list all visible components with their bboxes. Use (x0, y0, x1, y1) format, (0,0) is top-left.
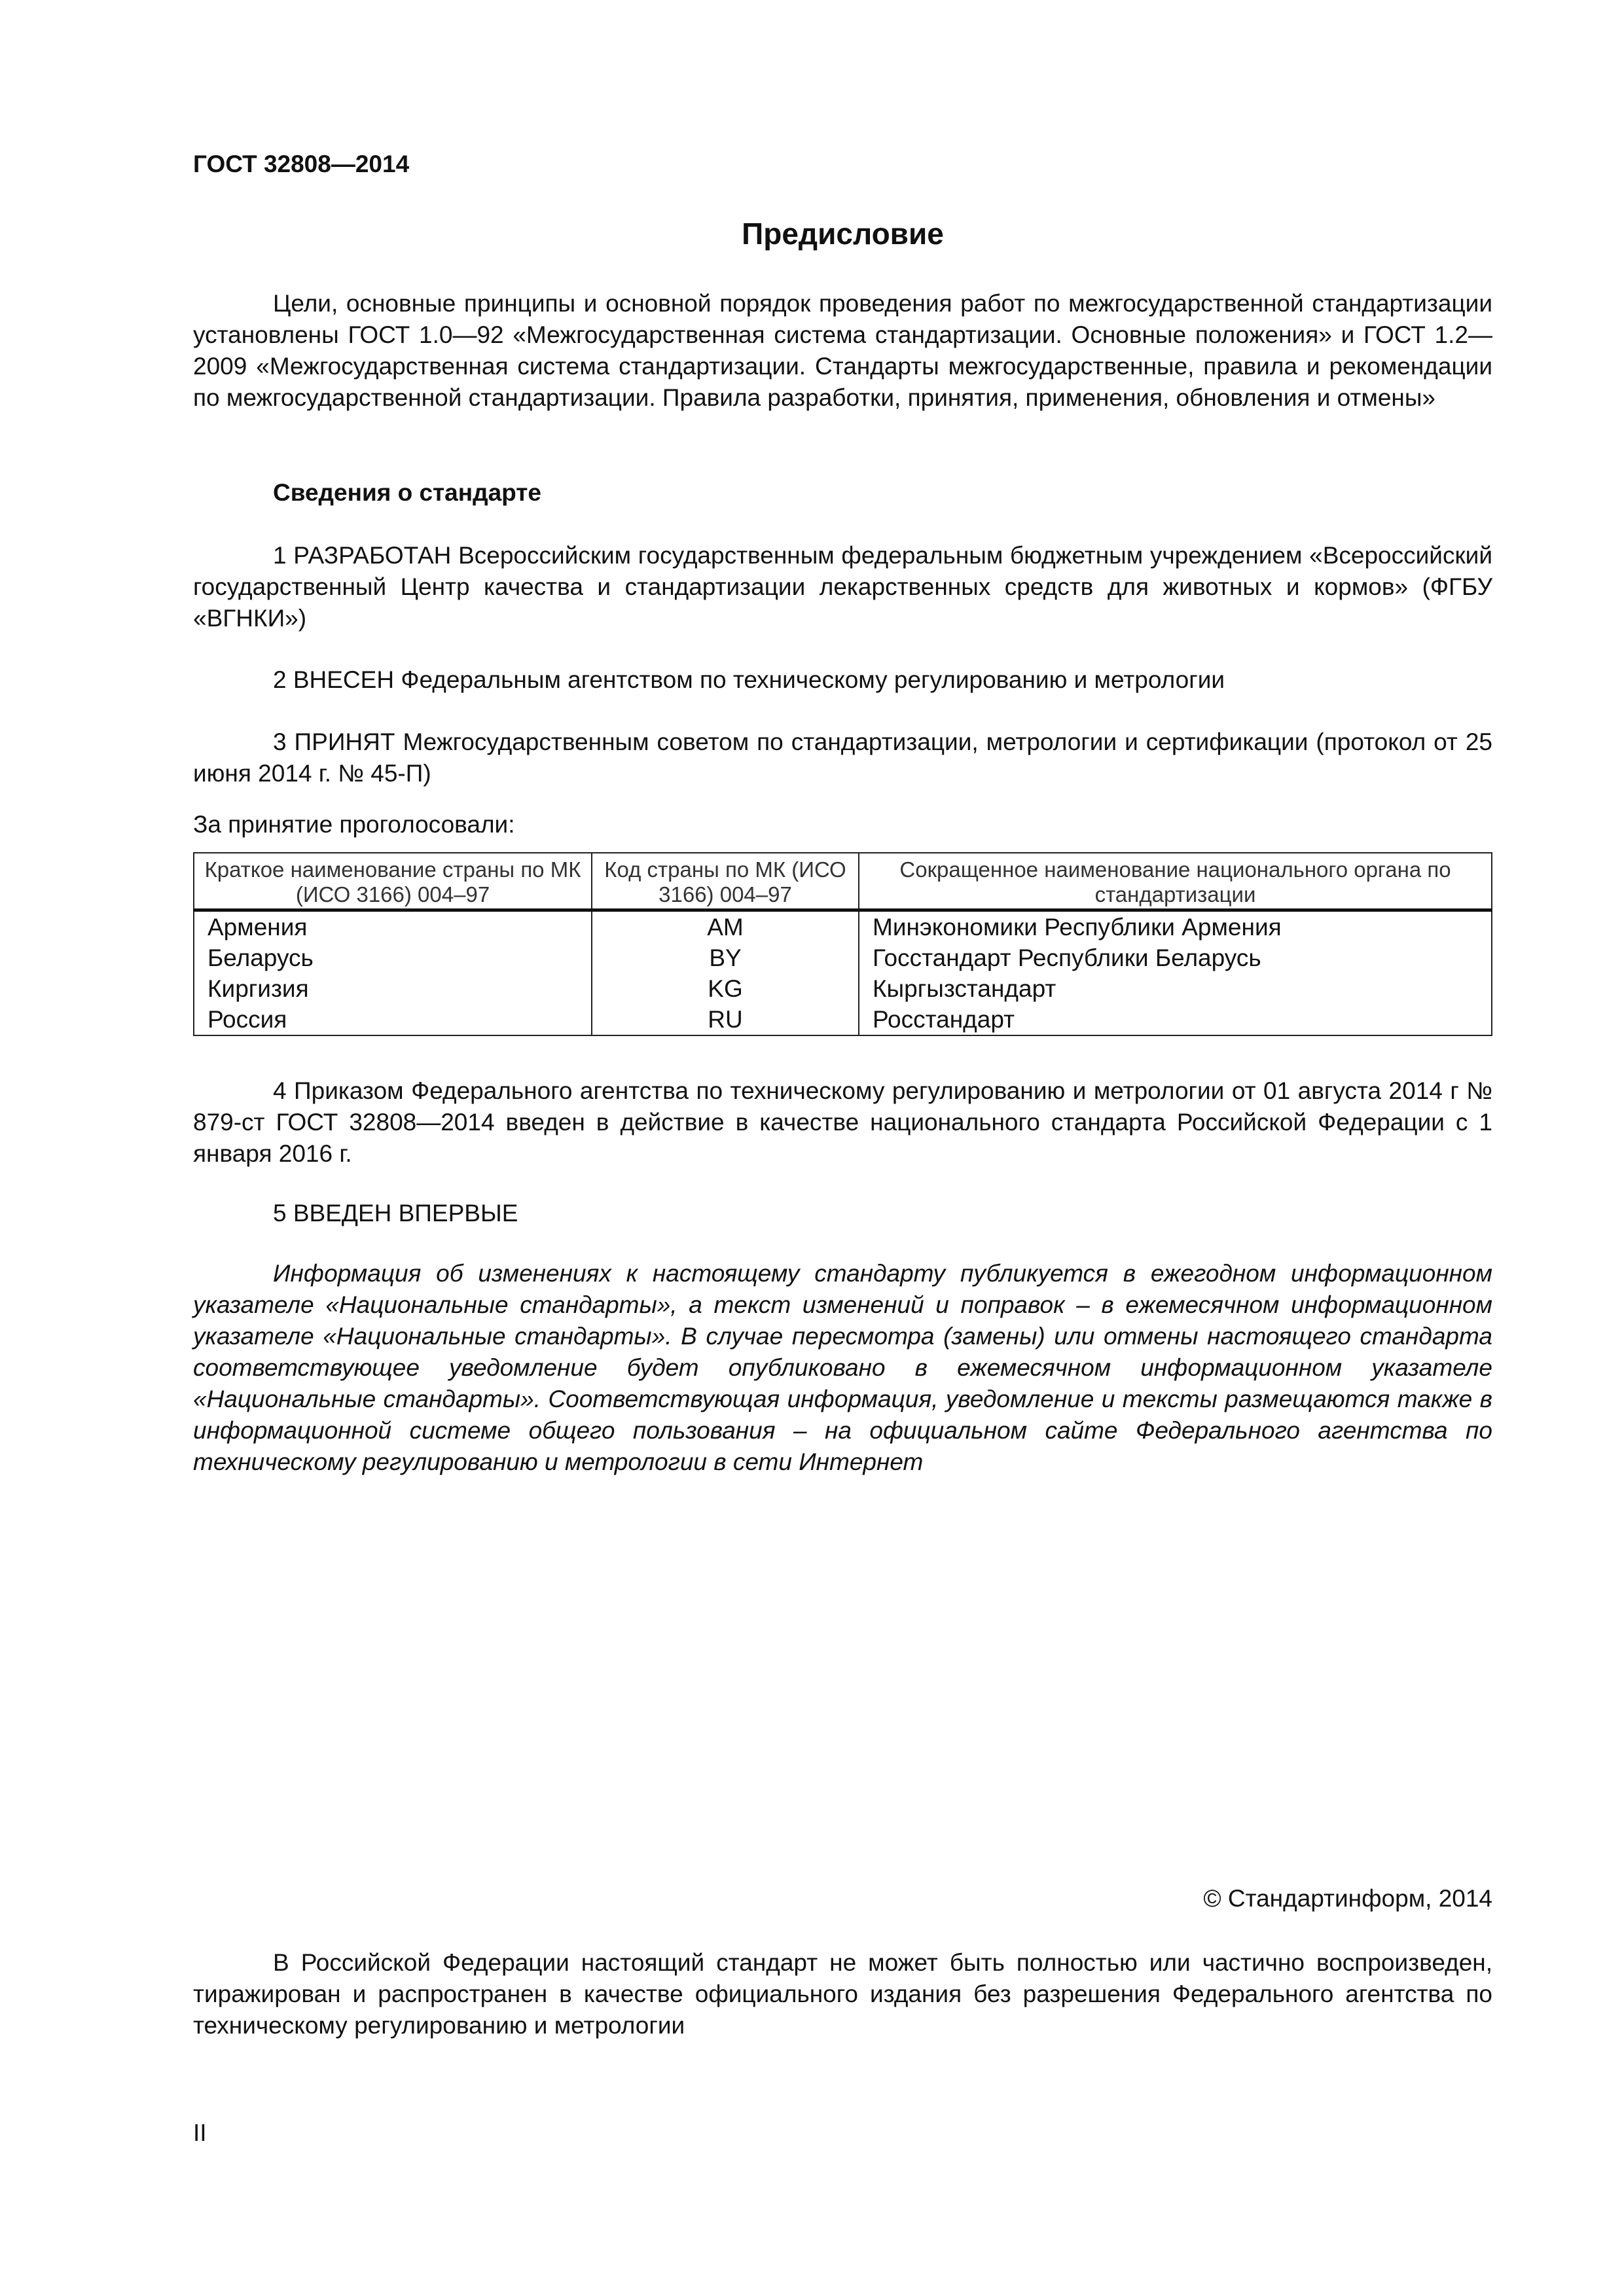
first-introduced: 5 ВВЕДЕН ВПЕРВЫЕ (273, 1200, 518, 1227)
country-code: AM (592, 910, 859, 943)
table-header-country: Краткое наименование страны по МК (ИСО 3166) 004–97 (194, 853, 592, 910)
country-code: BY (592, 942, 859, 973)
item-adopted: 3 ПРИНЯТ Межгосударственным советом по стандартизации, метрологии и сертификации (протокол от 25 июня 2014 г. № 45-П) (193, 728, 1492, 787)
table-header-row (194, 853, 1492, 910)
country-code: RU (592, 1004, 859, 1035)
page-title: Предисловие (742, 217, 944, 251)
standard-code: ГОСТ 32808—2014 (193, 151, 410, 177)
table-row (194, 973, 1492, 1004)
standards-body: Госстандарт Республики Беларусь (859, 942, 1492, 973)
table-row (194, 1004, 1492, 1035)
table-row (194, 910, 1492, 943)
table-header-body: Сокращенное наименование национального органа по стандартизации (859, 853, 1492, 910)
order-paragraph: 4 Приказом Федерального агентства по техническому регулированию и метрологии от 01 августа 2014 г № 879-ст ГОСТ 32808—2014 введен в действие в качестве национального стандарта Российской Федерации с 1 января 2016 г. (193, 1077, 1492, 1167)
info-heading: Сведения о стандарте (273, 479, 541, 506)
country-name: Армения (194, 910, 592, 943)
table-row (194, 942, 1492, 973)
item-submitted: 2 ВНЕСЕН Федеральным агентством по техническому регулированию и метрологии (273, 666, 1225, 693)
copyright: © Стандартинформ, 2014 (1203, 1885, 1492, 1912)
standards-body: Росстандарт (859, 1004, 1492, 1035)
voting-table (193, 852, 1492, 1036)
standards-body: Минэкономики Республики Армения (859, 910, 1492, 943)
intro-paragraph: Цели, основные принципы и основной порядок проведения работ по межгосударственной стандартизации установлены ГОСТ 1.0—92 «Межгосударственная система стандартизации. Основные положения» и ГОСТ 1.2—2009 «Межгосударственная система стандартизации. Стандарты межгосударственные, правила и рекомендации по межгосударственной стандартизации. Правила разработки, принятия, применения, обновления и отмены» (193, 290, 1492, 411)
page-number: II (193, 2119, 207, 2146)
change-notice: Информация об изменениях к настоящему стандарту публикуется в ежегодном информационном указателе «Национальные стандарты», а текст изменений и поправок – в ежемесячном информационном указателе «Национальные стандарты». В случае пересмотра (замены) или отмены настоящего стандарта соответствующее уведомление будет опубликовано в ежемесячном информационном указателе «Национальные стандарты». Соответствующая информация, уведомление и тексты размещаются также в информационной системе общего пользования – на официальном сайте Федерального агентства по техническому регулированию и метрологии в сети Интернет (193, 1260, 1492, 1475)
document-page (193, 0, 1492, 2296)
vote-label: За принятие проголосовали: (193, 811, 515, 838)
country-code: KG (592, 973, 859, 1004)
reproduction-notice: В Российской Федерации настоящий стандарт не может быть полностью или частично воспроизведен, тиражирован и распространен в качестве официального издания без разрешения Федерального агентства по техническому регулированию и метрологии (193, 1949, 1492, 2039)
standards-body: Кыргызстандарт (859, 973, 1492, 1004)
country-name: Россия (194, 1004, 592, 1035)
item-developed: 1 РАЗРАБОТАН Всероссийским государственным федеральным бюджетным учреждением «Всероссийский государственный Центр качества и стандартизации лекарственных средств для животных и кормов» (ФГБУ «ВГНКИ») (193, 542, 1492, 632)
country-name: Беларусь (194, 942, 592, 973)
country-name: Киргизия (194, 973, 592, 1004)
table-header-code: Код страны по МК (ИСО 3166) 004–97 (592, 853, 859, 910)
